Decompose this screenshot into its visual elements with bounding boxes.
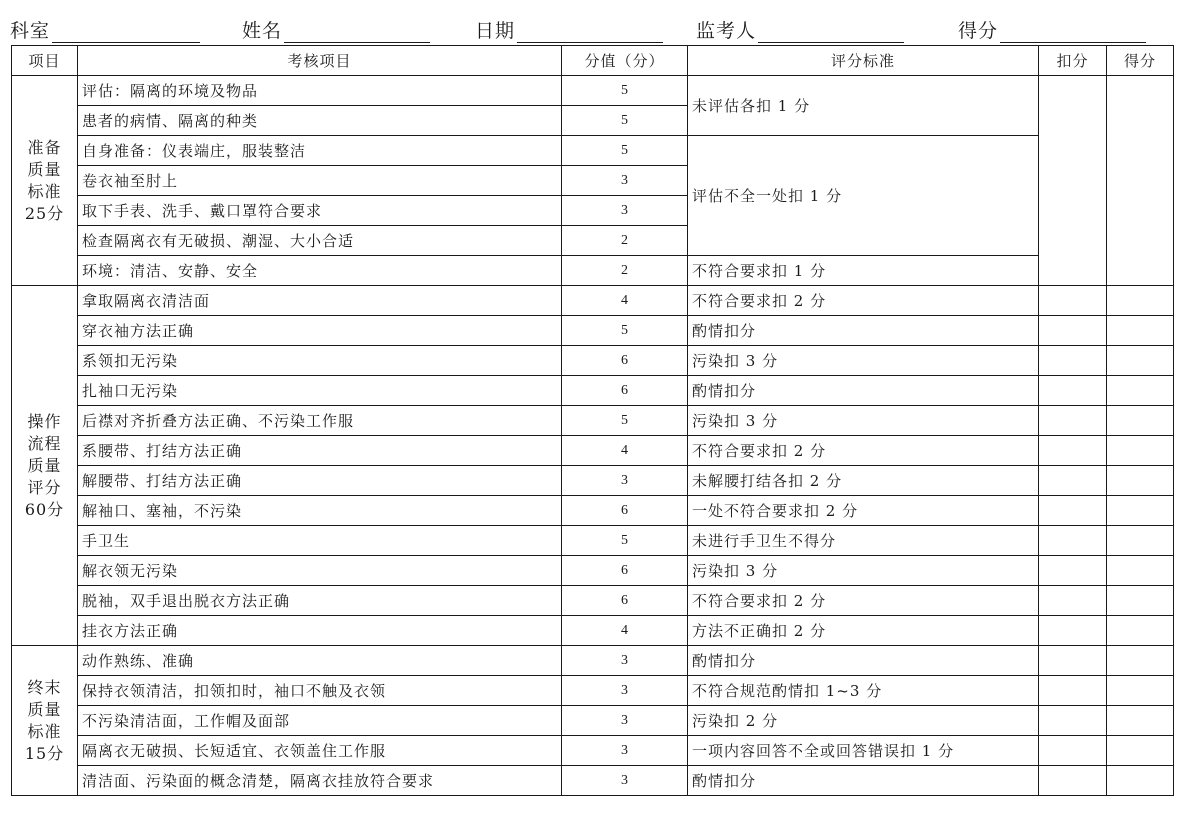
table-row: [12, 466, 1174, 496]
points-cell: 3: [562, 676, 688, 706]
criteria-cell: 不符合规范酌情扣 1~3 分: [688, 676, 1039, 706]
deduct-cell[interactable]: [1039, 436, 1107, 466]
table-row: [12, 706, 1174, 736]
score-cell[interactable]: [1107, 556, 1174, 586]
table-row: [12, 616, 1174, 646]
item-cell: 挂衣方法正确: [78, 616, 562, 646]
item-cell: 自身准备：仪表端庄，服装整洁: [78, 136, 562, 166]
points-cell: 6: [562, 586, 688, 616]
criteria-cell: 不符合要求扣 2 分: [688, 286, 1039, 316]
deduct-cell[interactable]: [1039, 526, 1107, 556]
table-row: [12, 586, 1174, 616]
points-cell: 3: [562, 706, 688, 736]
criteria-cell: 一项内容回答不全或回答错误扣 1 分: [688, 736, 1039, 766]
form-header: [10, 10, 1174, 42]
deduct-cell[interactable]: [1039, 376, 1107, 406]
points-cell: 3: [562, 736, 688, 766]
date-input-line[interactable]: [517, 22, 663, 43]
score-cell[interactable]: [1107, 436, 1174, 466]
points-cell: 6: [562, 496, 688, 526]
criteria-cell: 酌情扣分: [688, 316, 1039, 346]
deduct-cell[interactable]: [1039, 646, 1107, 676]
points-cell: 4: [562, 436, 688, 466]
deduct-cell[interactable]: [1039, 76, 1107, 286]
table-row: [12, 406, 1174, 436]
points-cell: 2: [562, 256, 688, 286]
item-cell: 患者的病情、隔离的种类: [78, 106, 562, 136]
score-cell[interactable]: [1107, 646, 1174, 676]
score-cell[interactable]: [1107, 496, 1174, 526]
deduct-cell[interactable]: [1039, 676, 1107, 706]
item-cell: 不污染清洁面，工作帽及面部: [78, 706, 562, 736]
score-cell[interactable]: [1107, 616, 1174, 646]
col-header-category: 项目: [12, 46, 78, 76]
score-cell[interactable]: [1107, 346, 1174, 376]
points-cell: 3: [562, 196, 688, 226]
criteria-cell: 不符合要求扣 1 分: [688, 256, 1039, 286]
criteria-cell: 未评估各扣 1 分: [688, 76, 1039, 136]
deduct-cell[interactable]: [1039, 346, 1107, 376]
points-cell: 4: [562, 286, 688, 316]
item-cell: 隔离衣无破损、长短适宜、衣领盖住工作服: [78, 736, 562, 766]
item-cell: 穿衣袖方法正确: [78, 316, 562, 346]
score-cell[interactable]: [1107, 676, 1174, 706]
criteria-cell: 评估不全一处扣 1 分: [688, 136, 1039, 256]
col-header-item: 考核项目: [78, 46, 562, 76]
criteria-cell: 一处不符合要求扣 2 分: [688, 496, 1039, 526]
points-cell: 4: [562, 616, 688, 646]
deduct-cell[interactable]: [1039, 496, 1107, 526]
table-row: [12, 676, 1174, 706]
table-header-row: [12, 46, 1174, 76]
item-cell: 保持衣领清洁，扣领扣时，袖口不触及衣领: [78, 676, 562, 706]
item-cell: 系腰带、打结方法正确: [78, 436, 562, 466]
points-cell: 6: [562, 346, 688, 376]
score-cell[interactable]: [1107, 76, 1174, 286]
item-cell: 卷衣袖至肘上: [78, 166, 562, 196]
section-title-preparation: 准备 质量 标准 25分: [12, 76, 78, 286]
criteria-cell: 污染扣 3 分: [688, 346, 1039, 376]
points-cell: 5: [562, 136, 688, 166]
examiner-field: [696, 16, 904, 43]
deduct-cell[interactable]: [1039, 706, 1107, 736]
col-header-criteria: 评分标准: [688, 46, 1039, 76]
score-cell[interactable]: [1107, 286, 1174, 316]
deduct-cell[interactable]: [1039, 766, 1107, 796]
score-cell[interactable]: [1107, 766, 1174, 796]
points-cell: 3: [562, 646, 688, 676]
criteria-cell: 污染扣 3 分: [688, 556, 1039, 586]
score-cell[interactable]: [1107, 736, 1174, 766]
score-cell[interactable]: [1107, 466, 1174, 496]
item-cell: 动作熟练、准确: [78, 646, 562, 676]
criteria-cell: 污染扣 2 分: [688, 706, 1039, 736]
department-input-line[interactable]: [52, 22, 200, 43]
points-cell: 5: [562, 316, 688, 346]
score-cell[interactable]: [1107, 526, 1174, 556]
points-cell: 3: [562, 766, 688, 796]
table-row: [12, 556, 1174, 586]
date-field: [475, 16, 663, 43]
deduct-cell[interactable]: [1039, 586, 1107, 616]
item-cell: 解腰带、打结方法正确: [78, 466, 562, 496]
table-row: [12, 646, 1174, 676]
name-label: 姓名: [242, 20, 283, 42]
item-cell: 清洁面、污染面的概念清楚，隔离衣挂放符合要求: [78, 766, 562, 796]
table-row: [12, 766, 1174, 796]
points-cell: 5: [562, 406, 688, 436]
table-row: [12, 346, 1174, 376]
item-cell: 取下手表、洗手、戴口罩符合要求: [78, 196, 562, 226]
deduct-cell[interactable]: [1039, 556, 1107, 586]
item-cell: 拿取隔离衣清洁面: [78, 286, 562, 316]
department-field: [10, 16, 200, 43]
department-label: 科室: [10, 20, 51, 42]
table-row: [12, 526, 1174, 556]
deduct-cell[interactable]: [1039, 316, 1107, 346]
col-header-score: 得分: [1107, 46, 1174, 76]
examiner-label: 监考人: [696, 20, 757, 42]
deduct-cell[interactable]: [1039, 286, 1107, 316]
item-cell: 评估：隔离的环境及物品: [78, 76, 562, 106]
col-header-deduct: 扣分: [1039, 46, 1107, 76]
points-cell: 5: [562, 76, 688, 106]
table-row: [12, 376, 1174, 406]
criteria-cell: 不符合要求扣 2 分: [688, 586, 1039, 616]
table-row: [12, 286, 1174, 316]
criteria-cell: 方法不正确扣 2 分: [688, 616, 1039, 646]
score-field: [958, 16, 1146, 43]
deduct-cell[interactable]: [1039, 736, 1107, 766]
table-row: [12, 76, 1174, 106]
item-cell: 手卫生: [78, 526, 562, 556]
table-row: [12, 256, 1174, 286]
table-row: [12, 496, 1174, 526]
name-field: [242, 16, 430, 43]
item-cell: 扎袖口无污染: [78, 376, 562, 406]
table-row: [12, 436, 1174, 466]
score-label: 得分: [958, 20, 999, 42]
criteria-cell: 酌情扣分: [688, 376, 1039, 406]
item-cell: 系领扣无污染: [78, 346, 562, 376]
criteria-cell: 不符合要求扣 2 分: [688, 436, 1039, 466]
criteria-cell: 污染扣 3 分: [688, 406, 1039, 436]
assessment-table: [11, 45, 1174, 796]
item-cell: 解衣领无污染: [78, 556, 562, 586]
examiner-input-line[interactable]: [758, 22, 904, 43]
score-cell[interactable]: [1107, 586, 1174, 616]
criteria-cell: 酌情扣分: [688, 766, 1039, 796]
score-input-line[interactable]: [1000, 22, 1146, 43]
score-cell[interactable]: [1107, 706, 1174, 736]
table-row: [12, 316, 1174, 346]
item-cell: 后襟对齐折叠方法正确、不污染工作服: [78, 406, 562, 436]
section-title-final: 终末 质量 标准 15分: [12, 646, 78, 796]
date-label: 日期: [475, 20, 516, 42]
points-cell: 5: [562, 106, 688, 136]
deduct-cell[interactable]: [1039, 466, 1107, 496]
deduct-cell[interactable]: [1039, 616, 1107, 646]
deduct-cell[interactable]: [1039, 406, 1107, 436]
score-cell[interactable]: [1107, 406, 1174, 436]
score-cell[interactable]: [1107, 376, 1174, 406]
col-header-points: 分值（分）: [562, 46, 688, 76]
table-row: [12, 136, 1174, 166]
points-cell: 6: [562, 376, 688, 406]
points-cell: 3: [562, 166, 688, 196]
score-cell[interactable]: [1107, 316, 1174, 346]
name-input-line[interactable]: [284, 22, 430, 43]
points-cell: 5: [562, 526, 688, 556]
item-cell: 解袖口、塞袖，不污染: [78, 496, 562, 526]
criteria-cell: 酌情扣分: [688, 646, 1039, 676]
item-cell: 脱袖，双手退出脱衣方法正确: [78, 586, 562, 616]
points-cell: 6: [562, 556, 688, 586]
criteria-cell: 未进行手卫生不得分: [688, 526, 1039, 556]
table-row: [12, 736, 1174, 766]
item-cell: 环境：清洁、安静、安全: [78, 256, 562, 286]
criteria-cell: 未解腰打结各扣 2 分: [688, 466, 1039, 496]
section-title-operation: 操作 流程 质量 评分 60分: [12, 286, 78, 646]
points-cell: 2: [562, 226, 688, 256]
points-cell: 3: [562, 466, 688, 496]
item-cell: 检查隔离衣有无破损、潮湿、大小合适: [78, 226, 562, 256]
